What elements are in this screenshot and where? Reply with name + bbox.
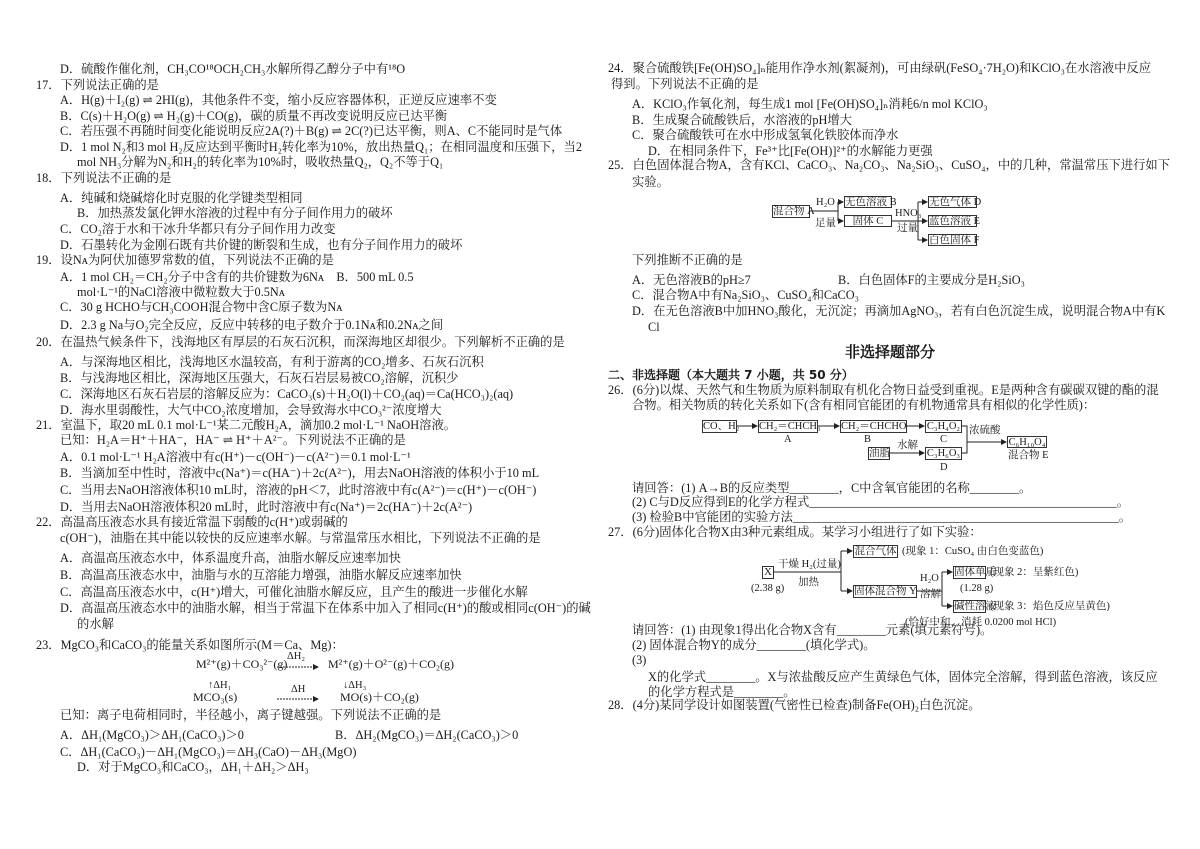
reagent-water-amount: 足量 [815, 218, 836, 229]
question-24-cont: 得到。下列说法不正确的是 [611, 77, 759, 91]
q25-option-a: A．无色溶液B的pH≥7 [632, 273, 751, 287]
q21-option-c: C．当用去NaOH溶液体积10 mL时，溶液的pH＜7，此时溶液中有c(A²⁻)＝c(H⁺)－c(OH⁻) [60, 483, 537, 497]
neutralization-note: (恰好中和，消耗 0.0200 mol HCl) [905, 617, 1057, 628]
q19-option-ab: A．1 mol CH₂＝CH₂分子中含有的共价键数为6Nᴀ B．500 mL 0.5 [60, 270, 414, 284]
top-left-state: M²⁺(g)＋CO₃²⁻(g) [196, 657, 288, 671]
q22-option-d-cont: 的水解 [77, 617, 114, 631]
question-19: 19．设Nᴀ为阿伏加德罗常数的值，下列说法不正确的是 [36, 253, 334, 267]
q27-part-3-text: X的化学式________。X与浓盐酸反应产生黄绿色气体，固体完全溶解，得到蓝色溶液，该反应 [648, 670, 1158, 684]
q18-option-a: A．纯碱和烧碱熔化时克服的化学键类型相同 [60, 191, 303, 205]
q21-given: 已知：H₂A＝H⁺＋HA⁻，HA⁻ ⇌ H⁺＋A²⁻。下列说法不正确的是 [60, 433, 406, 447]
q25-option-d: D．在无色溶液B中加HNO₃酸化，无沉淀；再滴加AgNO₃，若有白色沉淀生成，说明混合物A中有K [632, 304, 1166, 318]
question-17: 17．下列说法正确的是 [36, 78, 159, 92]
reagent-water: H₂O [816, 197, 835, 208]
q22-option-a: A．高温高压液态水中，体系温度升高，油脂水解反应速率加快 [60, 551, 401, 565]
q26-part-1: 请回答：(1) A→B的反应类型________，C中含氧官能团的名称________。 [632, 481, 1032, 495]
q17-option-d-cont: mol NH₃分解为N₂和H₂的转化率为10%时，吸收热量Q₂，Q₂不等于Q₁ [77, 155, 444, 169]
solution-e-box: 蓝色溶液 E [929, 216, 981, 227]
q21-option-b: B．当滴加至中性时，溶液中c(Na⁺)＝c(HA⁻)＋2c(A²⁻)，用去NaOH溶液的体积小于10 mL [60, 466, 540, 480]
q25-option-c: C．混合物A中有Na₂SiO₃、CuSO₄和CaCO₃ [632, 288, 859, 302]
solid-c-box: 固体 C [844, 215, 892, 227]
q23-option-b: B．ΔH₂(MgCO₃)＝ΔH₂(CaCO₃)＞0 [335, 728, 519, 742]
q20-option-d: D．海水里弱酸性，大气中CO₂浓度增加，会导致海水中CO₃²⁻浓度增大 [60, 403, 442, 417]
q22-option-c: C．高温高压液态水中，c(H⁺)增大，可催化油脂水解反应，且产生的酸进一步催化水解 [60, 585, 528, 599]
q20-option-a: A．与深海地区相比，浅海地区水温较高，有利于游离的CO₂增多、石灰石沉积 [60, 355, 484, 369]
bottom-right-state: MO(s)＋CO₂(g) [340, 690, 419, 704]
q18-option-c: C．CO₂溶于水和干冰升华都只有分子间作用力改变 [60, 222, 336, 236]
q17-option-c: C．若压强不再随时间变化能说明反应2A(?)＋B(g) ⇌ 2C(?)已达平衡，则A、C不能同时是气体 [60, 124, 563, 138]
compound-e-box: C₆H₁₀O₄ [1008, 437, 1046, 448]
q27-part-2: (2) 固体混合物Y的成分________(填化学式)。 [632, 638, 876, 652]
label-d: D [940, 462, 948, 473]
label-c: C [940, 434, 948, 445]
question-18: 18．下列说法不正确的是 [36, 171, 172, 185]
solution-b-box: 无色溶液 B [845, 197, 897, 208]
q25-option-d-cont: Cl [648, 320, 660, 334]
q24-option-b: B．生成聚合硫酸铁后，水溶液的pH增大 [632, 113, 852, 127]
question-24: 24．聚合硫酸铁[Fe(OH)SO₄]ₙ能用作净水剂(絮凝剂)，可由绿矾(FeSO₄·7H₂O)和KClO₃在水溶液中反应 [608, 61, 1152, 75]
acrolein-box: CH₂＝CHCHO [841, 421, 907, 432]
acid-label: 浓硫酸 [969, 425, 1001, 436]
mixture-a-box: 混合物 A [773, 206, 815, 217]
dissolve-label: 溶解 [920, 589, 941, 600]
q17-option-d: D．1 mol N₂和3 mol H₂反应达到平衡时H₂转化率为10%，放出热量Q₁；在相同温度和压强下，当2 [60, 140, 583, 154]
reagent-nitric-acid: HNO₃ [895, 208, 922, 219]
question-21: 21．室温下，取20 mL 0.1 mol·L⁻¹某二元酸H₂A，滴加0.2 mol·L⁻¹ NaOH溶液。 [36, 418, 457, 432]
q24-option-a: A．KClO₃作氧化剂，每生成1 mol [Fe(OH)SO₄]ₙ消耗6/n mol KClO₃ [632, 97, 988, 111]
syngas-box: CO、H₂ [703, 421, 740, 432]
section-heading: 二、非选择题（本大题共 7 小题，共 50 分） [608, 368, 854, 382]
question-22-cont: c(OH⁻)，油脂在其中能以较快的反应速率水解。与常温常压水相比，下列说法不正确的是 [60, 531, 541, 545]
q26-part-2: (2) C与D反应得到E的化学方程式__________________________________________________。 [632, 495, 1129, 509]
q22-option-b: B．高温高压液态水中，油脂与水的互溶能力增强，油脂水解反应速率加快 [60, 568, 462, 582]
q17-option-a: A．H(g)＋I₂(g) ⇌ 2HI(g)，其他条件不变，缩小反应容器体积，正逆反应速率不变 [60, 93, 497, 107]
q24-option-d: D．在相同条件下，Fe³⁺比[Fe(OH)]²⁺的水解能力更强 [648, 144, 933, 158]
q25-option-b: B．白色固体F的主要成分是H₂SiO₃ [838, 273, 1025, 287]
q25-prompt: 下列推断不正确的是 [632, 253, 743, 267]
label-a: A [784, 434, 792, 445]
x-mass: (2.38 g) [751, 583, 785, 594]
q23-option-d: D．对于MgCO₃和CaCO₃，ΔH₁＋ΔH₂＞ΔH₃ [77, 760, 309, 774]
reagent-nitric-amount: 过量 [897, 223, 918, 234]
solid-element-box: 固体单质 [954, 567, 996, 578]
mixture-y-box: 固体混合物 Y [854, 586, 917, 597]
basic-observation: (现象 3：焰色反应呈黄色) [990, 601, 1110, 612]
mixed-gas-box: 混合气体 [854, 546, 897, 557]
q26-bracket [962, 426, 967, 453]
compound-d-box: C₃H₆O₃ [926, 448, 961, 459]
q18-option-d: D．石墨转化为金刚石既有共价键的断裂和生成，也有分子间作用力的破坏 [60, 238, 463, 252]
q26-part-3: (3) 检验B中官能团的实验方法_____________________________________________________。 [632, 510, 1132, 524]
question-20: 20．在温热气候条件下，浅海地区有厚层的石灰石沉积，而深海地区却很少。下列解析不正确的是 [36, 335, 565, 349]
q27-part-1: 请回答：(1) 由现象1得出化合物X含有________元素(填元素符号)。 [632, 623, 993, 637]
bottom-left-state: MCO₃(s) [193, 690, 238, 704]
water-label: H₂O [920, 573, 939, 584]
q19-option-c: C．30 g HCHO与CH₃COOH混合物中含C原子数为Nᴀ [60, 300, 343, 314]
question-26-cont: 合物。相关物质的转化关系如下(含有相同官能团的有机物通常具有相似的化学性质)： [632, 398, 1096, 412]
q23-option-a: A．ΔH₁(MgCO₃)＞ΔH₁(CaCO₃)＞0 [60, 728, 244, 742]
question-28: 28．(4分)某同学设计如图装置(气密性已检查)制备Fe(OH)₂白色沉淀。 [608, 698, 981, 712]
q27-part-3: (3) [632, 653, 647, 667]
q16-option-d: D．硫酸作催化剂，CH₃CO¹⁸OCH₂CH₃水解所得乙醇分子中有¹⁸O [60, 62, 406, 76]
bottom-arrow-label: ΔH [291, 684, 306, 695]
question-27: 27．(6分)固体化合物X由3种元素组成。某学习小组进行了如下实验： [608, 525, 982, 539]
q21-option-d: D．当用去NaOH溶液体积20 mL时，此时溶液中有c(Na⁺)＝2c(HA⁻)＋2c(A²⁻) [60, 500, 473, 514]
basic-solution-box: 碱性溶液 [954, 601, 996, 612]
hydrolysis-label: 水解 [897, 440, 918, 451]
question-23: 23．MgCO₃和CaCO₃的能量关系如图所示(M＝Ca、Mg)： [36, 638, 344, 652]
top-right-state: M²⁺(g)＋O²⁻(g)＋CO₂(g) [328, 657, 455, 671]
compound-x-box: X [762, 566, 774, 579]
section-title: 非选择题部分 [844, 343, 935, 361]
top-arrow-label: ΔH₂ [287, 651, 305, 662]
q24-option-c: C．聚合硫酸铁可在水中形成氢氧化铁胶体而净水 [632, 128, 899, 142]
q22-option-d: D．高温高压液态水中的油脂水解，相当于常温下在体系中加入了相同c(H⁺)的酸或相同c(OH⁻)的碱 [60, 601, 591, 615]
fat-box: 油脂 [869, 448, 890, 459]
q20-option-b: B．与浅海地区相比，深海地区压强大，石灰石岩层易被CO₂溶解，沉积少 [60, 371, 459, 385]
propene-box: CH₂＝CHCH₃ [759, 421, 821, 432]
q21-option-a: A．0.1 mol·L⁻¹ H₂A溶液中有c(H⁺)－c(OH⁻)－c(A²⁻)＝0.1 mol·L⁻¹ [60, 450, 411, 464]
gas-d-box: 无色气体 D [929, 197, 982, 208]
up-arrow-label: ↑ΔH₁ [208, 680, 232, 691]
condition-heat: 加热 [798, 577, 819, 588]
gas-observation: (现象 1：CuSO₄ 由白色变蓝色) [902, 546, 1044, 557]
condition-h2: 干燥 H₂(过量) [778, 559, 841, 570]
question-22: 22．高温高压液态水具有接近常温下弱酸的c(H⁺)或弱碱的 [36, 515, 348, 529]
question-26: 26．(6分)以煤、天然气和生物质为原料制取有机化合物日益受到重视。E是两种含有碳碳双键的酯的混 [608, 383, 1159, 397]
label-b: B [864, 434, 872, 445]
q17-option-b: B．C(s)＋H₂O(g) ⇌ H₂(g)＋CO(g)，碳的质量不再改变说明反应已达平衡 [60, 109, 448, 123]
q23-given: 已知：离子电荷相同时，半径越小，离子键越强。下列说法不正确的是 [60, 708, 442, 722]
q19-option-b-cont: mol·L⁻¹的NaCl溶液中微粒数大于0.5Nᴀ [77, 285, 285, 299]
solid-mass: (1.28 g) [960, 583, 994, 594]
solid-f-box: 白色固体 F [929, 235, 980, 246]
q27-part-3-cont: 的化学方程式是________。 [648, 685, 796, 699]
compound-c-box: C₃H₄O₂ [926, 421, 961, 432]
q20-option-c: C．深海地区石灰石岩层的溶解反应为：CaCO₃(s)＋H₂O(l)＋CO₂(aq)＝Ca(HCO₃)₂(aq) [60, 387, 514, 401]
solid-observation: (现象 2：呈紫红色) [990, 567, 1079, 578]
label-e: 混合物 E [1008, 450, 1049, 461]
question-25: 25．白色固体混合物A，含有KCl、CaCO₃、Na₂CO₃、Na₂SiO₃、CuSO₄，中的几种，常温常压下进行如下 [608, 158, 1171, 172]
down-arrow-label: ↓ΔH₃ [343, 680, 367, 691]
q19-option-d: D．2.3 g Na与O₂完全反应，反应中转移的电子数介于0.1Nᴀ和0.2Nᴀ之间 [60, 318, 444, 332]
q18-option-b: B．加热蒸发氯化钾水溶液的过程中有分子间作用力的破坏 [77, 206, 393, 220]
q23-option-c: C．ΔH₁(CaCO₃)－ΔH₁(MgCO₃)＝ΔH₃(CaO)－ΔH₃(MgO) [60, 745, 357, 759]
question-25-cont: 实验。 [632, 175, 669, 189]
